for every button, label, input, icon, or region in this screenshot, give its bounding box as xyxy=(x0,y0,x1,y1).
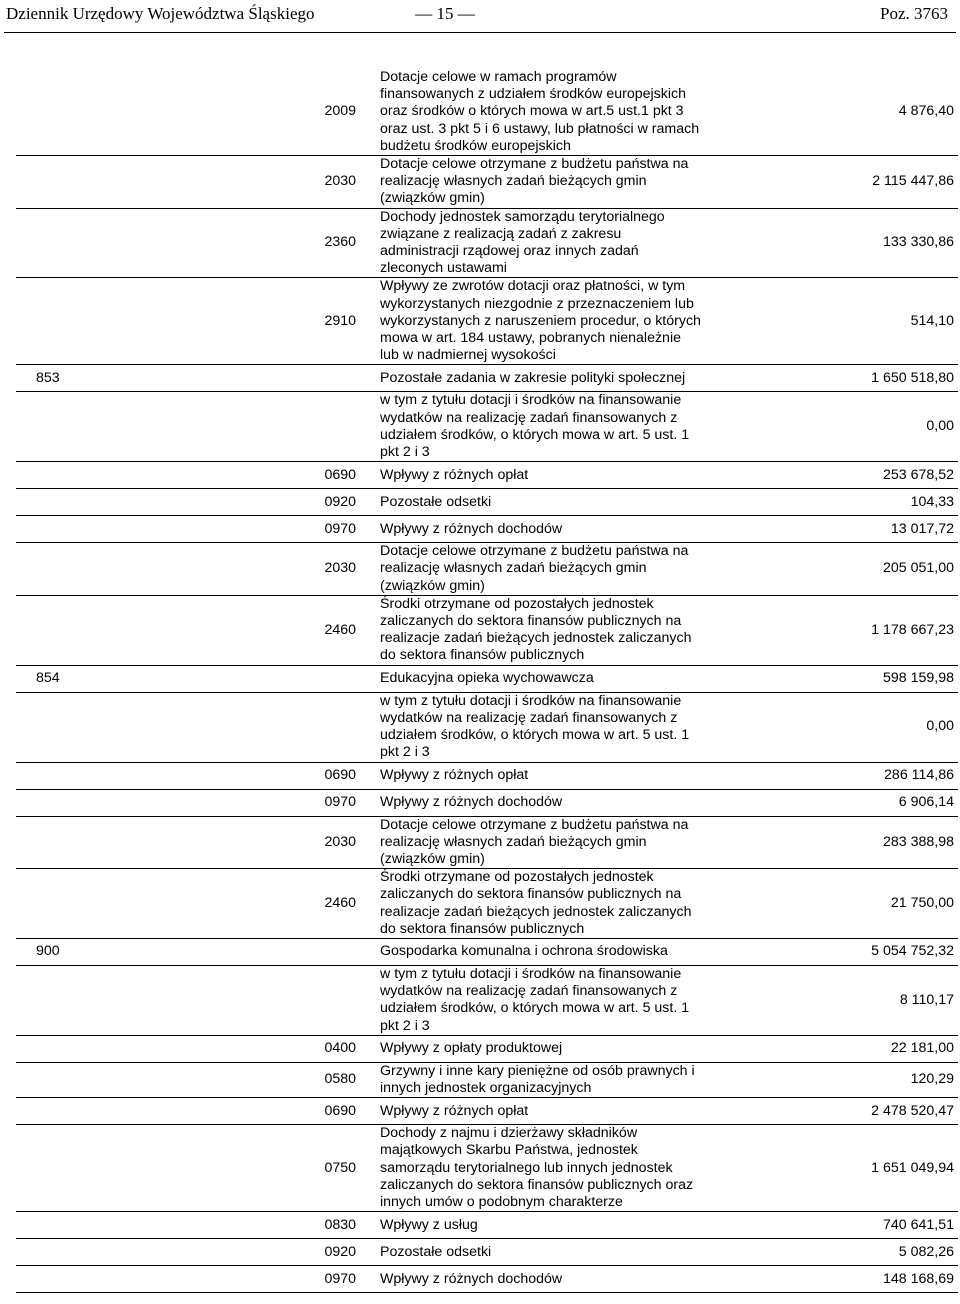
item-description xyxy=(376,1125,706,1211)
description-line: Pozostałe odsetki xyxy=(380,1243,492,1260)
section-code: 900 xyxy=(36,943,60,960)
section-code: 854 xyxy=(36,670,60,687)
section-code xyxy=(16,543,136,595)
item-description xyxy=(376,392,706,461)
amount-value: 21 750,00 xyxy=(890,894,954,911)
amount-value: 1 178 667,23 xyxy=(871,621,954,638)
section-code xyxy=(16,1266,136,1292)
amount-value: 104,33 xyxy=(910,493,954,510)
item-description xyxy=(376,516,706,542)
paragraph-code: 0920 xyxy=(324,1243,356,1260)
description-line: finansowanych z udziałem środków europejskich xyxy=(380,86,686,103)
item-description xyxy=(376,365,706,391)
paragraph-code: 0970 xyxy=(324,793,356,810)
description-line: realizację własnych zadań bieżących gmin xyxy=(380,560,647,577)
description-line: Edukacyjna opieka wychowawcza xyxy=(380,670,594,687)
description-line: administracji rządowej oraz innych zadań xyxy=(380,243,639,260)
description-line: Wpływy z różnych opłat xyxy=(380,1102,529,1119)
item-description xyxy=(376,156,706,208)
section-code xyxy=(16,763,136,789)
description-line: wykorzystanych z naruszeniem procedur, o których xyxy=(380,312,701,329)
section-code xyxy=(16,790,136,816)
section-code xyxy=(16,817,136,869)
amount-value: 13 017,72 xyxy=(890,520,954,537)
paragraph-code: 0970 xyxy=(324,1270,356,1287)
table-row xyxy=(16,790,958,817)
table-row xyxy=(16,462,958,489)
item-description xyxy=(376,278,706,364)
amount-value: 283 388,98 xyxy=(882,833,954,850)
description-line: udziałem środków, o których mowa w art. 5 ust. 1 xyxy=(380,1000,690,1017)
section-code xyxy=(16,489,136,515)
amount-value: 514,10 xyxy=(910,312,954,329)
table-row xyxy=(16,1125,958,1212)
amount-value: 22 181,00 xyxy=(890,1040,954,1057)
table-row xyxy=(16,939,958,966)
table-row xyxy=(16,489,958,516)
description-line: budżetu środków europejskich xyxy=(380,137,571,154)
description-line: Wpływy z różnych opłat xyxy=(380,766,529,783)
amount-value: 148 168,69 xyxy=(882,1270,954,1287)
description-line: Dochody z najmu i dzierżawy składników xyxy=(380,1125,638,1142)
amount-value: 5 054 752,32 xyxy=(871,943,954,960)
section-code xyxy=(16,462,136,488)
amount-value: 286 114,86 xyxy=(884,766,954,783)
item-description xyxy=(376,69,706,155)
description-line: Grzywny i inne kary pieniężne od osób prawnych i xyxy=(380,1062,695,1079)
description-line: pkt 2 i 3 xyxy=(380,1017,430,1034)
paragraph-code: 0970 xyxy=(324,520,356,537)
table-row xyxy=(16,869,958,939)
section-code xyxy=(16,966,136,1035)
amount-value: 0,00 xyxy=(926,718,954,735)
table-row xyxy=(16,1239,958,1266)
table-row xyxy=(16,365,958,392)
table-row xyxy=(16,693,958,763)
table-row xyxy=(16,666,958,693)
table-row xyxy=(16,278,958,365)
paragraph-code xyxy=(136,939,376,965)
header-rule xyxy=(4,32,956,33)
item-description xyxy=(376,869,706,938)
section-code xyxy=(16,1063,136,1097)
table-row xyxy=(16,596,958,666)
description-line: w tym z tytułu dotacji i środków na finansowanie xyxy=(380,692,682,709)
description-line: innych jednostek organizacyjnych xyxy=(380,1079,592,1096)
paragraph-code: 0400 xyxy=(324,1040,356,1057)
table-row xyxy=(16,1212,958,1239)
description-line: pkt 2 i 3 xyxy=(380,744,430,761)
section-code xyxy=(16,278,136,364)
item-description xyxy=(376,1212,706,1238)
item-description xyxy=(376,1098,706,1124)
paragraph-code: 2009 xyxy=(324,103,356,120)
paragraph-code xyxy=(136,966,376,1035)
item-description xyxy=(376,817,706,869)
item-description xyxy=(376,1239,706,1265)
section-code xyxy=(16,1036,136,1062)
description-line: związane z realizacją zadań z zakresu xyxy=(380,225,622,242)
paragraph-code: 2030 xyxy=(324,833,356,850)
description-line: Wpływy z różnych dochodów xyxy=(380,793,563,810)
description-line: Pozostałe odsetki xyxy=(380,493,492,510)
item-description xyxy=(376,763,706,789)
description-line: oraz ust. 3 pkt 5 i 6 ustawy, lub płatności w ramach xyxy=(380,120,700,137)
description-line: Wpływy ze zwrotów dotacji oraz płatności, w tym xyxy=(380,278,686,295)
table-row xyxy=(16,763,958,790)
paragraph-code: 0690 xyxy=(324,466,356,483)
item-description xyxy=(376,693,706,762)
description-line: Wpływy z różnych opłat xyxy=(380,466,529,483)
page-number: — 15 — xyxy=(415,4,475,23)
description-line: realizację własnych zadań bieżących gmin xyxy=(380,173,647,190)
description-line: zaliczanych do sektora finansów publicznych na xyxy=(380,886,682,903)
description-line: do sektora finansów publicznych xyxy=(380,647,585,664)
description-line: udziałem środków, o których mowa w art. 5 ust. 1 xyxy=(380,426,690,443)
paragraph-code: 0690 xyxy=(324,1102,356,1119)
journal-title: Dziennik Urzędowy Województwa Śląskiego xyxy=(6,4,315,23)
description-line: Wpływy z usług xyxy=(380,1216,478,1233)
paragraph-code xyxy=(136,392,376,461)
description-line: mowa w art. 184 ustawy, pobranych nienależnie xyxy=(380,330,681,347)
section-code xyxy=(16,516,136,542)
item-description xyxy=(376,209,706,278)
description-line: innych umów o podobnym charakterze xyxy=(380,1193,623,1210)
section-code xyxy=(16,869,136,938)
description-line: Środki otrzymane od pozostałych jednostek xyxy=(380,869,654,886)
description-line: Środki otrzymane od pozostałych jednostek xyxy=(380,595,654,612)
table-row xyxy=(16,817,958,870)
item-description xyxy=(376,666,706,692)
paragraph-code: 2460 xyxy=(324,621,356,638)
paragraph-code: 2360 xyxy=(324,234,356,251)
description-line: realizację własnych zadań bieżących gmin xyxy=(380,833,647,850)
paragraph-code xyxy=(136,666,376,692)
item-description xyxy=(376,1063,706,1097)
description-line: samorządu terytorialnego lub innych jednostek xyxy=(380,1159,673,1176)
paragraph-code: 2030 xyxy=(324,560,356,577)
description-line: Dotacje celowe otrzymane z budżetu państwa na xyxy=(380,156,689,173)
amount-value: 133 330,86 xyxy=(882,234,954,251)
amount-value: 1 651 049,94 xyxy=(871,1159,954,1176)
description-line: Wpływy z opłaty produktowej xyxy=(380,1040,563,1057)
description-line: Wpływy z różnych dochodów xyxy=(380,520,563,537)
paragraph-code: 2460 xyxy=(324,894,356,911)
paragraph-code xyxy=(136,365,376,391)
section-code xyxy=(16,1212,136,1238)
description-line: zaliczanych do sektora finansów publicznych na xyxy=(380,613,682,630)
table-row xyxy=(16,1036,958,1063)
description-line: wykorzystanych niezgodnie z przeznaczeniem lub xyxy=(380,295,694,312)
description-line: lub w nadmiernej wysokości xyxy=(380,347,556,364)
section-code xyxy=(16,209,136,278)
amount-value: 253 678,52 xyxy=(882,466,954,483)
section-code xyxy=(16,156,136,208)
description-line: Wpływy z różnych dochodów xyxy=(380,1270,563,1287)
description-line: w tym z tytułu dotacji i środków na finansowanie xyxy=(380,965,682,982)
section-code xyxy=(16,1239,136,1265)
description-line: Dotacje celowe w ramach programów xyxy=(380,69,617,85)
table-row xyxy=(16,543,958,596)
description-line: udziałem środków, o których mowa w art. 5 ust. 1 xyxy=(380,727,690,744)
description-line: Dochody jednostek samorządu terytorialnego xyxy=(380,208,665,225)
item-description xyxy=(376,596,706,665)
description-line: (związków gmin) xyxy=(380,190,485,207)
section-code: 853 xyxy=(36,369,60,386)
description-line: zaliczanych do sektora finansów publicznych oraz xyxy=(380,1176,694,1193)
item-description xyxy=(376,1266,706,1292)
description-line: (związków gmin) xyxy=(380,850,485,867)
amount-value: 5 082,26 xyxy=(898,1243,954,1260)
description-line: wydatków na realizację zadań finansowanych z xyxy=(380,409,678,426)
amount-value: 4 876,40 xyxy=(898,103,954,120)
amount-value: 8 110,17 xyxy=(899,991,954,1008)
amount-value: 2 115 447,86 xyxy=(872,173,954,190)
paragraph-code: 0830 xyxy=(324,1216,356,1233)
paragraph-code: 0920 xyxy=(324,493,356,510)
description-line: wydatków na realizację zadań finansowanych z xyxy=(380,983,678,1000)
paragraph-code xyxy=(136,693,376,762)
amount-value: 6 906,14 xyxy=(898,793,954,810)
description-line: wydatków na realizację zadań finansowanych z xyxy=(380,709,678,726)
table-row xyxy=(16,1266,958,1293)
description-line: realizacje zadań bieżących jednostek zaliczanych xyxy=(380,630,692,647)
item-description xyxy=(376,939,706,965)
position-number: Poz. 3763 xyxy=(880,4,948,23)
table-row xyxy=(16,156,958,209)
description-line: Dotacje celowe otrzymane z budżetu państwa na xyxy=(380,816,689,833)
item-description xyxy=(376,543,706,595)
amount-value: 205 051,00 xyxy=(882,560,954,577)
table-row xyxy=(16,1063,958,1098)
paragraph-code: 0580 xyxy=(324,1071,356,1088)
description-line: (związków gmin) xyxy=(380,577,485,594)
paragraph-code: 0750 xyxy=(324,1159,356,1176)
amount-value: 0,00 xyxy=(926,418,954,435)
description-line: do sektora finansów publicznych xyxy=(380,920,585,937)
paragraph-code: 2030 xyxy=(324,173,356,190)
amount-value: 120,29 xyxy=(910,1071,954,1088)
table-row xyxy=(16,1098,958,1125)
page-header xyxy=(0,0,960,28)
section-code xyxy=(16,1125,136,1211)
item-description xyxy=(376,966,706,1035)
paragraph-code: 2910 xyxy=(324,312,356,329)
description-line: Dotacje celowe otrzymane z budżetu państwa na xyxy=(380,543,689,560)
section-code xyxy=(16,1098,136,1124)
description-line: Pozostałe zadania w zakresie polityki społecznej xyxy=(380,369,686,386)
amount-value: 2 478 520,47 xyxy=(871,1102,954,1119)
description-line: pkt 2 i 3 xyxy=(380,444,430,461)
table-row xyxy=(16,516,958,543)
section-code xyxy=(16,693,136,762)
item-description xyxy=(376,1036,706,1062)
item-description xyxy=(376,790,706,816)
description-line: realizacje zadań bieżących jednostek zaliczanych xyxy=(380,903,692,920)
item-description xyxy=(376,462,706,488)
table-row xyxy=(16,966,958,1036)
section-code xyxy=(16,596,136,665)
description-line: oraz środków o których mowa w art.5 ust.1 pkt 3 xyxy=(380,103,684,120)
income-table xyxy=(16,69,958,1293)
amount-value: 740 641,51 xyxy=(882,1216,954,1233)
amount-value: 1 650 518,80 xyxy=(871,369,954,386)
table-row xyxy=(16,69,958,156)
table-row xyxy=(16,392,958,462)
paragraph-code: 0690 xyxy=(324,766,356,783)
table-row xyxy=(16,209,958,279)
item-description xyxy=(376,489,706,515)
description-line: majątkowych Skarbu Państwa, jednostek xyxy=(380,1142,638,1159)
amount-value: 598 159,98 xyxy=(882,670,954,687)
section-code xyxy=(16,392,136,461)
description-line: zleconych ustawami xyxy=(380,260,507,277)
description-line: w tym z tytułu dotacji i środków na finansowanie xyxy=(380,392,682,409)
description-line: Gospodarka komunalna i ochrona środowiska xyxy=(380,943,668,960)
section-code xyxy=(16,69,136,155)
